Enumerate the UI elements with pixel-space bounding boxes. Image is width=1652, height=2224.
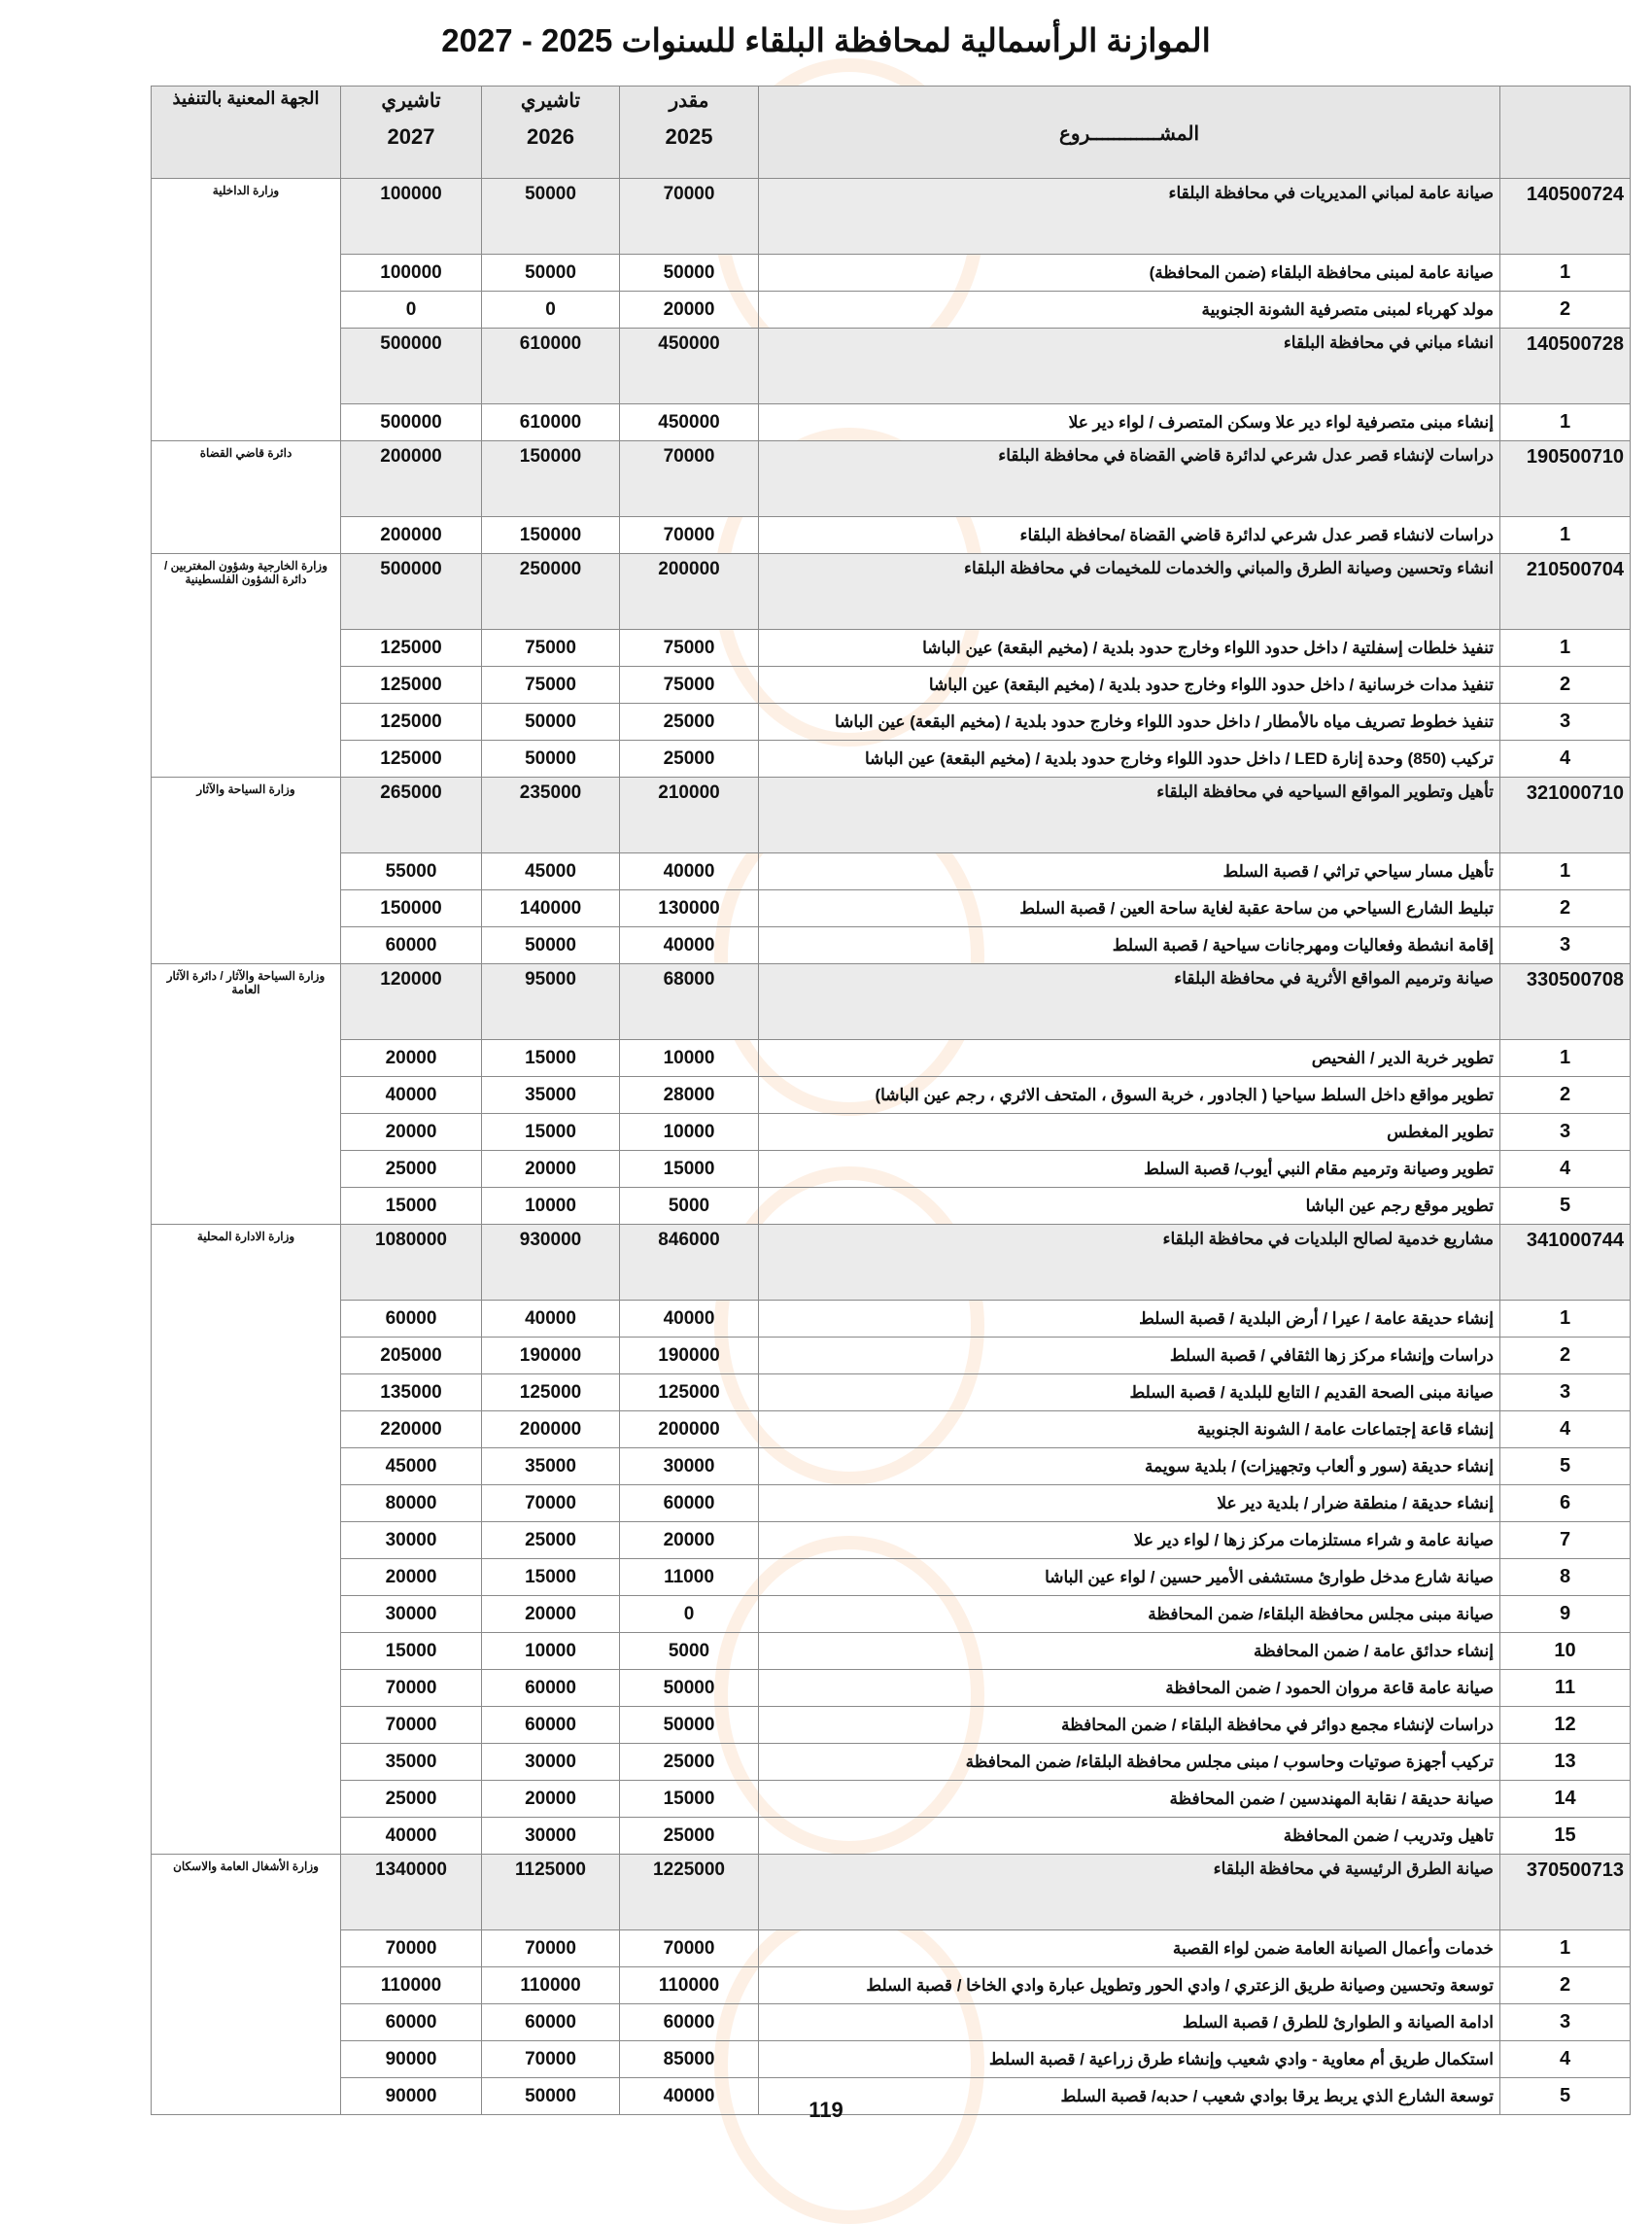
implementing-agency: وزارة الأشغال العامة والاسكان xyxy=(152,1855,341,2115)
project-code: 1 xyxy=(1500,630,1631,667)
project-row xyxy=(152,554,1631,630)
value-2026: 50000 xyxy=(482,704,620,741)
header-agency: الجهة المعنية بالتنفيذ xyxy=(152,87,341,179)
value-2027: 70000 xyxy=(341,1670,482,1707)
value-2025: 70000 xyxy=(620,179,759,255)
value-2025: 450000 xyxy=(620,404,759,441)
value-2025: 85000 xyxy=(620,2041,759,2078)
sub-project-row xyxy=(152,255,1631,292)
project-code: 1 xyxy=(1500,853,1631,890)
value-2026: 20000 xyxy=(482,1596,620,1633)
project-code: 370500713 xyxy=(1500,1855,1631,1930)
project-name: صيانة حديقة / نقابة المهندسين / ضمن المحافظة xyxy=(759,1781,1500,1818)
project-name: صيانة الطرق الرئيسية في محافظة البلقاء xyxy=(759,1855,1500,1930)
value-2025: 450000 xyxy=(620,329,759,404)
value-2027: 135000 xyxy=(341,1374,482,1411)
project-code: 7 xyxy=(1500,1522,1631,1559)
value-2026: 20000 xyxy=(482,1151,620,1188)
value-2027: 55000 xyxy=(341,853,482,890)
value-2025: 70000 xyxy=(620,1930,759,1967)
project-code: 2 xyxy=(1500,890,1631,927)
value-2026: 140000 xyxy=(482,890,620,927)
project-code: 1 xyxy=(1500,1930,1631,1967)
value-2025: 1225000 xyxy=(620,1855,759,1930)
sub-project-row xyxy=(152,1301,1631,1338)
header-2025-year: 2025 xyxy=(665,124,713,149)
value-2027: 205000 xyxy=(341,1338,482,1374)
sub-project-row xyxy=(152,630,1631,667)
implementing-agency: وزارة الداخلية xyxy=(152,179,341,441)
header-code xyxy=(1500,87,1631,179)
project-code: 4 xyxy=(1500,2041,1631,2078)
value-2026: 30000 xyxy=(482,1744,620,1781)
value-2026: 60000 xyxy=(482,2004,620,2041)
value-2027: 125000 xyxy=(341,704,482,741)
value-2027: 220000 xyxy=(341,1411,482,1448)
project-name: إقامة انشطة وفعاليات ومهرجانات سياحية / قصبة السلط xyxy=(759,927,1500,964)
project-code: 4 xyxy=(1500,741,1631,778)
project-code: 2 xyxy=(1500,1967,1631,2004)
sub-project-row xyxy=(152,1151,1631,1188)
project-row xyxy=(152,1225,1631,1301)
project-code: 4 xyxy=(1500,1151,1631,1188)
value-2027: 265000 xyxy=(341,778,482,853)
project-name: إنشاء حديقة عامة / عيرا / أرض البلدية / قصبة السلط xyxy=(759,1301,1500,1338)
project-code: 9 xyxy=(1500,1596,1631,1633)
project-name: صيانة وترميم المواقع الأثرية في محافظة البلقاء xyxy=(759,964,1500,1040)
sub-project-row xyxy=(152,1707,1631,1744)
project-name: تنفيذ خلطات إسفلتية / داخل حدود اللواء وخارج حدود بلدية / (مخيم البقعة) عين الباشا xyxy=(759,630,1500,667)
project-row xyxy=(152,1855,1631,1930)
sub-project-row xyxy=(152,2004,1631,2041)
value-2026: 70000 xyxy=(482,2041,620,2078)
value-2027: 150000 xyxy=(341,890,482,927)
project-name: توسعة وتحسين وصيانة طريق الزعتري / وادي الحور وتطويل عبارة وادي الخاخا / قصبة السلط xyxy=(759,1967,1500,2004)
project-name: إنشاء مبنى متصرفية لواء دير علا وسكن المتصرف / لواء دير علا xyxy=(759,404,1500,441)
value-2027: 60000 xyxy=(341,1301,482,1338)
project-name: تأهيل وتطوير المواقع السياحيه في محافظة البلقاء xyxy=(759,778,1500,853)
project-name: إنشاء قاعة إجتماعات عامة / الشونة الجنوبية xyxy=(759,1411,1500,1448)
project-code: 8 xyxy=(1500,1559,1631,1596)
value-2027: 125000 xyxy=(341,630,482,667)
value-2026: 95000 xyxy=(482,964,620,1040)
project-code: 1 xyxy=(1500,1301,1631,1338)
value-2026: 15000 xyxy=(482,1114,620,1151)
value-2025: 25000 xyxy=(620,741,759,778)
sub-project-row xyxy=(152,853,1631,890)
value-2026: 20000 xyxy=(482,1781,620,1818)
value-2027: 0 xyxy=(341,292,482,329)
project-code: 190500710 xyxy=(1500,441,1631,517)
value-2026: 250000 xyxy=(482,554,620,630)
value-2027: 60000 xyxy=(341,927,482,964)
implementing-agency: دائرة قاضي القضاة xyxy=(152,441,341,554)
value-2026: 70000 xyxy=(482,1930,620,1967)
value-2026: 200000 xyxy=(482,1411,620,1448)
value-2026: 75000 xyxy=(482,667,620,704)
project-name: تركيب (850) وحدة إنارة LED / داخل حدود اللواء وخارج حدود بلدية / (مخيم البقعة) عين الباشا xyxy=(759,741,1500,778)
project-name: انشاء مباني في محافظة البلقاء xyxy=(759,329,1500,404)
sub-project-row xyxy=(152,1522,1631,1559)
value-2027: 35000 xyxy=(341,1744,482,1781)
value-2026: 10000 xyxy=(482,1633,620,1670)
header-2026-year: 2026 xyxy=(527,124,574,149)
value-2026: 60000 xyxy=(482,1707,620,1744)
value-2027: 200000 xyxy=(341,517,482,554)
project-name: تطوير المغطس xyxy=(759,1114,1500,1151)
value-2025: 50000 xyxy=(620,255,759,292)
value-2025: 50000 xyxy=(620,1670,759,1707)
value-2026: 15000 xyxy=(482,1040,620,1077)
project-code: 2 xyxy=(1500,1338,1631,1374)
project-name: صيانة عامة قاعة مروان الحمود / ضمن المحافظة xyxy=(759,1670,1500,1707)
value-2026: 50000 xyxy=(482,741,620,778)
value-2027: 500000 xyxy=(341,329,482,404)
project-name: إنشاء حديقة / منطقة ضرار / بلدية دير علا xyxy=(759,1485,1500,1522)
implementing-agency: وزارة الخارجية وشؤون المغتربين / دائرة الشؤون الفلسطينية xyxy=(152,554,341,778)
project-code: 2 xyxy=(1500,667,1631,704)
project-code: 3 xyxy=(1500,1374,1631,1411)
sub-project-row xyxy=(152,1967,1631,2004)
value-2026: 75000 xyxy=(482,630,620,667)
value-2025: 75000 xyxy=(620,667,759,704)
project-code: 13 xyxy=(1500,1744,1631,1781)
value-2025: 200000 xyxy=(620,1411,759,1448)
project-name: إنشاء حدائق عامة / ضمن المحافظة xyxy=(759,1633,1500,1670)
value-2025: 200000 xyxy=(620,554,759,630)
value-2027: 100000 xyxy=(341,255,482,292)
project-code: 140500728 xyxy=(1500,329,1631,404)
project-code: 140500724 xyxy=(1500,179,1631,255)
project-name: صيانة مبنى الصحة القديم / التابع للبلدية / قصبة السلط xyxy=(759,1374,1500,1411)
value-2026: 50000 xyxy=(482,179,620,255)
value-2025: 30000 xyxy=(620,1448,759,1485)
sub-project-row xyxy=(152,1670,1631,1707)
project-name: صيانة عامة لمباني المديريات في محافظة البلقاء xyxy=(759,179,1500,255)
header-2025-label: مقدر xyxy=(669,90,709,112)
value-2027: 15000 xyxy=(341,1633,482,1670)
value-2025: 50000 xyxy=(620,1707,759,1744)
project-name: دراسات وإنشاء مركز زها الثقافي / قصبة السلط xyxy=(759,1338,1500,1374)
project-name: تأهيل مسار سياحي تراثي / قصبة السلط xyxy=(759,853,1500,890)
value-2026: 610000 xyxy=(482,404,620,441)
value-2027: 60000 xyxy=(341,2004,482,2041)
project-code: 5 xyxy=(1500,1448,1631,1485)
value-2025: 70000 xyxy=(620,441,759,517)
value-2025: 40000 xyxy=(620,1301,759,1338)
value-2027: 125000 xyxy=(341,741,482,778)
header-2025 xyxy=(620,87,759,179)
value-2027: 20000 xyxy=(341,1114,482,1151)
project-name: دراسات لإنشاء قصر عدل شرعي لدائرة قاضي القضاة في محافظة البلقاء xyxy=(759,441,1500,517)
project-name: انشاء وتحسين وصيانة الطرق والمباني والخدمات للمخيمات في محافظة البلقاء xyxy=(759,554,1500,630)
table-header-row xyxy=(152,87,1631,179)
project-name: صيانة عامة و شراء مستلزمات مركز زها / لواء دير علا xyxy=(759,1522,1500,1559)
value-2027: 30000 xyxy=(341,1596,482,1633)
value-2027: 20000 xyxy=(341,1040,482,1077)
value-2025: 28000 xyxy=(620,1077,759,1114)
project-name: مشاريع خدمية لصالح البلديات في محافظة البلقاء xyxy=(759,1225,1500,1301)
sub-project-row xyxy=(152,2041,1631,2078)
value-2025: 0 xyxy=(620,1596,759,1633)
value-2027: 20000 xyxy=(341,1559,482,1596)
value-2026: 235000 xyxy=(482,778,620,853)
value-2025: 210000 xyxy=(620,778,759,853)
sub-project-row xyxy=(152,1077,1631,1114)
page-title: الموازنة الرأسمالية لمحافظة البلقاء للسنوات 2025 - 2027 xyxy=(441,22,1211,58)
value-2026: 50000 xyxy=(482,255,620,292)
project-row xyxy=(152,441,1631,517)
value-2025: 40000 xyxy=(620,927,759,964)
value-2026: 110000 xyxy=(482,1967,620,2004)
value-2026: 45000 xyxy=(482,853,620,890)
header-project: المشــــــــــــروع xyxy=(759,87,1500,179)
sub-project-row xyxy=(152,704,1631,741)
sub-project-row xyxy=(152,1040,1631,1077)
project-code: 6 xyxy=(1500,1485,1631,1522)
value-2025: 125000 xyxy=(620,1374,759,1411)
value-2026: 10000 xyxy=(482,1188,620,1225)
project-name: صيانة عامة لمبنى محافظة البلقاء (ضمن المحافظة) xyxy=(759,255,1500,292)
project-row xyxy=(152,329,1631,404)
project-code: 330500708 xyxy=(1500,964,1631,1040)
project-code: 11 xyxy=(1500,1670,1631,1707)
implementing-agency: وزارة الادارة المحلية xyxy=(152,1225,341,1855)
sub-project-row xyxy=(152,517,1631,554)
value-2026: 25000 xyxy=(482,1522,620,1559)
value-2026: 125000 xyxy=(482,1374,620,1411)
project-row xyxy=(152,778,1631,853)
value-2025: 190000 xyxy=(620,1338,759,1374)
project-code: 3 xyxy=(1500,704,1631,741)
sub-project-row xyxy=(152,292,1631,329)
value-2026: 0 xyxy=(482,292,620,329)
sub-project-row xyxy=(152,1559,1631,1596)
value-2026: 15000 xyxy=(482,1559,620,1596)
project-code: 3 xyxy=(1500,927,1631,964)
header-2027 xyxy=(341,87,482,179)
sub-project-row xyxy=(152,1411,1631,1448)
value-2025: 110000 xyxy=(620,1967,759,2004)
project-name: تطوير وصيانة وترميم مقام النبي أيوب/ قصبة السلط xyxy=(759,1151,1500,1188)
project-name: تركيب أجهزة صوتيات وحاسوب / مبنى مجلس محافظة البلقاء/ ضمن المحافظة xyxy=(759,1744,1500,1781)
project-name: دراسات لانشاء قصر عدل شرعي لدائرة قاضي القضاة /محافظة البلقاء xyxy=(759,517,1500,554)
project-name: تاهيل وتدريب / ضمن المحافظة xyxy=(759,1818,1500,1855)
header-2027-label: تاشيري xyxy=(381,90,441,112)
project-name: خدمات وأعمال الصيانة العامة ضمن لواء القصبة xyxy=(759,1930,1500,1967)
value-2025: 130000 xyxy=(620,890,759,927)
value-2027: 70000 xyxy=(341,1707,482,1744)
project-code: 2 xyxy=(1500,292,1631,329)
project-code: 3 xyxy=(1500,2004,1631,2041)
value-2025: 5000 xyxy=(620,1633,759,1670)
value-2027: 90000 xyxy=(341,2078,482,2115)
value-2026: 40000 xyxy=(482,1301,620,1338)
project-name: إنشاء حديقة (سور و ألعاب وتجهيزات) / بلدية سويمة xyxy=(759,1448,1500,1485)
value-2025: 25000 xyxy=(620,1818,759,1855)
sub-project-row xyxy=(152,404,1631,441)
table-body xyxy=(152,179,1631,2115)
value-2026: 1125000 xyxy=(482,1855,620,1930)
value-2026: 30000 xyxy=(482,1818,620,1855)
value-2027: 70000 xyxy=(341,1930,482,1967)
value-2025: 40000 xyxy=(620,853,759,890)
project-code: 1 xyxy=(1500,255,1631,292)
budget-table xyxy=(151,86,1631,2115)
project-name: تطوير خربة الدير / الفحيص xyxy=(759,1040,1500,1077)
sub-project-row xyxy=(152,1374,1631,1411)
value-2026: 50000 xyxy=(482,2078,620,2115)
sub-project-row xyxy=(152,1448,1631,1485)
header-2026 xyxy=(482,87,620,179)
project-code: 12 xyxy=(1500,1707,1631,1744)
value-2027: 200000 xyxy=(341,441,482,517)
value-2026: 610000 xyxy=(482,329,620,404)
project-code: 4 xyxy=(1500,1411,1631,1448)
value-2026: 35000 xyxy=(482,1448,620,1485)
value-2025: 10000 xyxy=(620,1040,759,1077)
project-code: 3 xyxy=(1500,1114,1631,1151)
sub-project-row xyxy=(152,1596,1631,1633)
header-2027-year: 2027 xyxy=(387,124,435,149)
value-2027: 45000 xyxy=(341,1448,482,1485)
value-2027: 80000 xyxy=(341,1485,482,1522)
project-name: تبليط الشارع السياحي من ساحة عقبة لغاية ساحة العين / قصبة السلط xyxy=(759,890,1500,927)
value-2026: 930000 xyxy=(482,1225,620,1301)
value-2026: 190000 xyxy=(482,1338,620,1374)
project-name: دراسات لإنشاء مجمع دوائر في محافظة البلقاء / ضمن المحافظة xyxy=(759,1707,1500,1744)
value-2025: 60000 xyxy=(620,1485,759,1522)
project-code: 14 xyxy=(1500,1781,1631,1818)
value-2026: 150000 xyxy=(482,517,620,554)
value-2025: 5000 xyxy=(620,1188,759,1225)
project-code: 15 xyxy=(1500,1818,1631,1855)
sub-project-row xyxy=(152,1114,1631,1151)
value-2026: 60000 xyxy=(482,1670,620,1707)
value-2025: 25000 xyxy=(620,1744,759,1781)
value-2027: 30000 xyxy=(341,1522,482,1559)
value-2025: 60000 xyxy=(620,2004,759,2041)
project-code: 5 xyxy=(1500,2078,1631,2115)
value-2025: 11000 xyxy=(620,1559,759,1596)
value-2026: 150000 xyxy=(482,441,620,517)
value-2027: 1340000 xyxy=(341,1855,482,1930)
value-2027: 120000 xyxy=(341,964,482,1040)
value-2027: 125000 xyxy=(341,667,482,704)
value-2027: 1080000 xyxy=(341,1225,482,1301)
sub-project-row xyxy=(152,1633,1631,1670)
value-2027: 500000 xyxy=(341,554,482,630)
project-code: 10 xyxy=(1500,1633,1631,1670)
value-2025: 25000 xyxy=(620,704,759,741)
implementing-agency: وزارة السياحة والآثار xyxy=(152,778,341,964)
page-number: 119 xyxy=(809,2098,843,2122)
project-code: 5 xyxy=(1500,1188,1631,1225)
value-2027: 40000 xyxy=(341,1818,482,1855)
sub-project-row xyxy=(152,1188,1631,1225)
value-2026: 50000 xyxy=(482,927,620,964)
project-code: 341000744 xyxy=(1500,1225,1631,1301)
sub-project-row xyxy=(152,1930,1631,1967)
value-2025: 846000 xyxy=(620,1225,759,1301)
project-code: 1 xyxy=(1500,1040,1631,1077)
project-name: ادامة الصيانة و الطوارئ للطرق / قصبة السلط xyxy=(759,2004,1500,2041)
sub-project-row xyxy=(152,741,1631,778)
value-2027: 25000 xyxy=(341,1781,482,1818)
implementing-agency: وزارة السياحة والآثار / دائرة الآثار العامة xyxy=(152,964,341,1225)
value-2025: 40000 xyxy=(620,2078,759,2115)
sub-project-row xyxy=(152,667,1631,704)
project-row xyxy=(152,179,1631,255)
sub-project-row xyxy=(152,1744,1631,1781)
project-name: تنفيذ مدات خرسانية / داخل حدود اللواء وخارج حدود بلدية / (مخيم البقعة) عين الباشا xyxy=(759,667,1500,704)
value-2027: 500000 xyxy=(341,404,482,441)
value-2025: 70000 xyxy=(620,517,759,554)
value-2025: 20000 xyxy=(620,292,759,329)
header-2026-label: تاشيري xyxy=(520,90,581,112)
project-name: تطوير مواقع داخل السلط سياحيا ( الجادور ، خربة السوق ، المتحف الاثري ، رجم عين الباشا) xyxy=(759,1077,1500,1114)
project-name: استكمال طريق أم معاوية - وادي شعيب وإنشاء طرق زراعية / قصبة السلط xyxy=(759,2041,1500,2078)
value-2027: 25000 xyxy=(341,1151,482,1188)
value-2025: 68000 xyxy=(620,964,759,1040)
sub-project-row xyxy=(152,1485,1631,1522)
project-code: 1 xyxy=(1500,517,1631,554)
project-code: 210500704 xyxy=(1500,554,1631,630)
value-2025: 20000 xyxy=(620,1522,759,1559)
value-2025: 15000 xyxy=(620,1151,759,1188)
value-2025: 15000 xyxy=(620,1781,759,1818)
sub-project-row xyxy=(152,1818,1631,1855)
project-row xyxy=(152,964,1631,1040)
value-2027: 110000 xyxy=(341,1967,482,2004)
project-name: مولد كهرباء لمبنى متصرفية الشونة الجنوبية xyxy=(759,292,1500,329)
value-2027: 15000 xyxy=(341,1188,482,1225)
value-2026: 70000 xyxy=(482,1485,620,1522)
value-2025: 75000 xyxy=(620,630,759,667)
project-code: 2 xyxy=(1500,1077,1631,1114)
sub-project-row xyxy=(152,1338,1631,1374)
project-name: تنفيذ خطوط تصريف مياه ىالأمطار / داخل حدود اللواء وخارج حدود بلدية / (مخيم البقعة) عين الباشا xyxy=(759,704,1500,741)
sub-project-row xyxy=(152,927,1631,964)
project-code: 321000710 xyxy=(1500,778,1631,853)
project-name: تطوير موقع رجم عين الباشا xyxy=(759,1188,1500,1225)
sub-project-row xyxy=(152,890,1631,927)
value-2027: 40000 xyxy=(341,1077,482,1114)
sub-project-row xyxy=(152,1781,1631,1818)
project-code: 1 xyxy=(1500,404,1631,441)
project-name: صيانة شارع مدخل طوارئ مستشفى الأمير حسين / لواء عين الباشا xyxy=(759,1559,1500,1596)
project-name: توسعة الشارع الذي يربط يرقا بوادي شعيب / حدبه/ قصبة السلط xyxy=(759,2078,1500,2115)
value-2027: 100000 xyxy=(341,179,482,255)
value-2025: 10000 xyxy=(620,1114,759,1151)
value-2027: 90000 xyxy=(341,2041,482,2078)
value-2026: 35000 xyxy=(482,1077,620,1114)
project-name: صيانة مبنى مجلس محافظة البلقاء/ ضمن المحافظة xyxy=(759,1596,1500,1633)
